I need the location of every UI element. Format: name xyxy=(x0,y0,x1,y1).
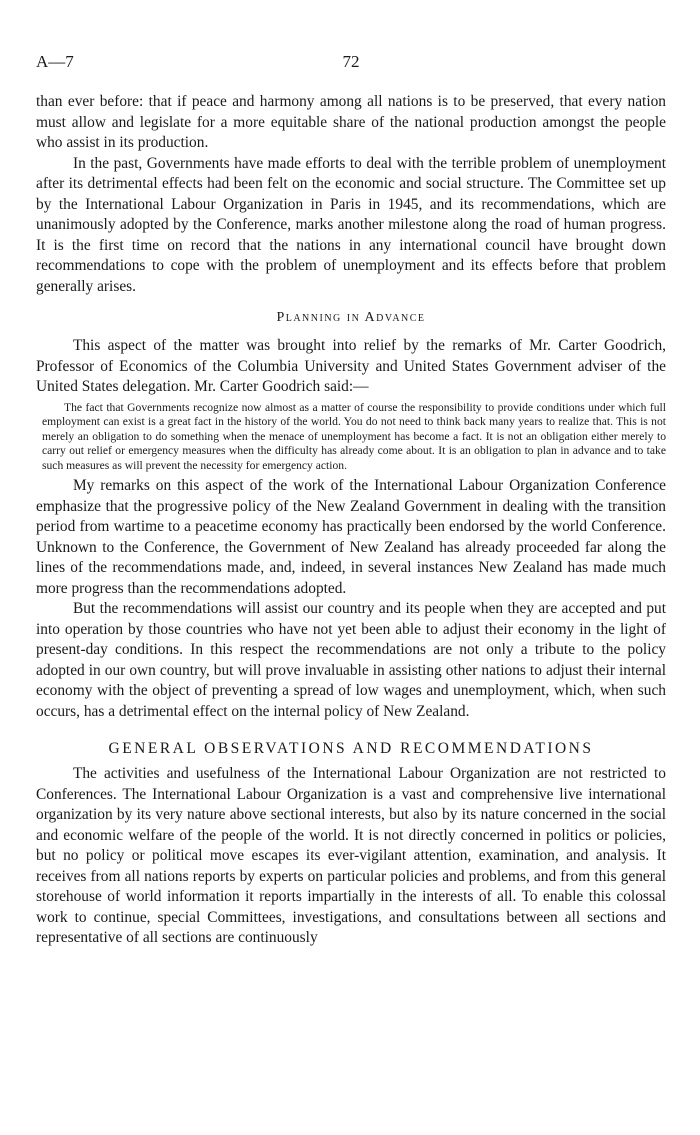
section-heading-general-observations: GENERAL OBSERVATIONS AND RECOMMENDATIONS xyxy=(108,740,594,757)
paragraph-ilo-activities: The activities and usefulness of the International Labour Organization are not restricted to Conferences. The International Labour Organization is a vast and comprehensive live international organization by its very nature above sectional interests, but also by its nature concerned in the social and economic welfare of the people of the world. It is not directly concerned in politics or policies, but no policy or political move escapes its ever-vigilant attention, examination, and analysis. It receives from all nations reports by experts on particular policies and problems, and from this general storehouse of world information it reports impartially in the interests of all. To enable this colossal work to continue, special Committees, investigations, and consultations between all sections and representative of all sections are continuously xyxy=(36,765,666,946)
paragraph-nz-policy: My remarks on this aspect of the work of the International Labour Organization Conference emphasize that the progressive policy of the New Zealand Government in dealing with the transition period from wartime to a peacetime economy has practically been endorsed by the world Conference. Unknown to the Conference, the Government of New Zealand has already proceeded far along the lines of the recommendations made, and, indeed, in several instances New Zealand has made much more progress than the recommendations adopted. xyxy=(36,477,666,597)
paragraph-recommendations-assist: But the recommendations will assist our country and its people when they are accepted and put into operation by those countries who have not yet been able to adjust their economy in the light of present-day conditions. In this respect the recommendations are not only a tribute to the policy adopted in our own country, but will prove invaluable in assisting other nations to adjust their internal economy with the object of preventing a spread of low wages and unemployment, which, when such occurs, has a detrimental effect on the internal policy of New Zealand. xyxy=(36,600,666,720)
block-quote-goodrich: The fact that Governments recognize now almost as a matter of course the responsibility to provide conditions under which full employment can exist is a great fact in the history of the world. You do not need to think back many years to realize that. This is not merely an obligation to do something when the menace of unemployment has become a fact. It is not an obligation either merely to carry out relief or emergency measures when the difficulty has already come about. It is an obligation to plan in advance and to take such measures as will prevent the necessity for emergency action. xyxy=(42,400,666,472)
document-reference: A—7 xyxy=(36,52,74,71)
paragraph-goodrich-intro: This aspect of the matter was brought into relief by the remarks of Mr. Carter Goodrich, Professor of Economics of the Columbia University and United States Government adviser of the United States delegation. Mr. Carter Goodrich said:— xyxy=(36,337,666,395)
page-header xyxy=(36,52,666,72)
section-heading-planning: Planning in Advance xyxy=(276,310,426,325)
page-number: 72 xyxy=(342,52,360,71)
paragraph-unemployment-efforts: In the past, Governments have made efforts to deal with the terrible problem of unemployment after its detrimental effects had been felt on the economic and social structure. The Committee set up by the International Labour Organization in Paris in 1945, and its recommendations, which are unanimously adopted by the Conference, marks another milestone along the road of human progress. It is the first time on record that the nations in any international council have brought down recommendations to cope with the problem of unemployment and its effects before that problem generally arises. xyxy=(36,154,666,295)
page-body xyxy=(36,92,666,949)
paragraph-continuation: than ever before: that if peace and harmony among all nations is to be preserved, that every nation must allow and legislate for a more equitable share of the national production amongst the people who assist in its production. xyxy=(36,93,666,151)
